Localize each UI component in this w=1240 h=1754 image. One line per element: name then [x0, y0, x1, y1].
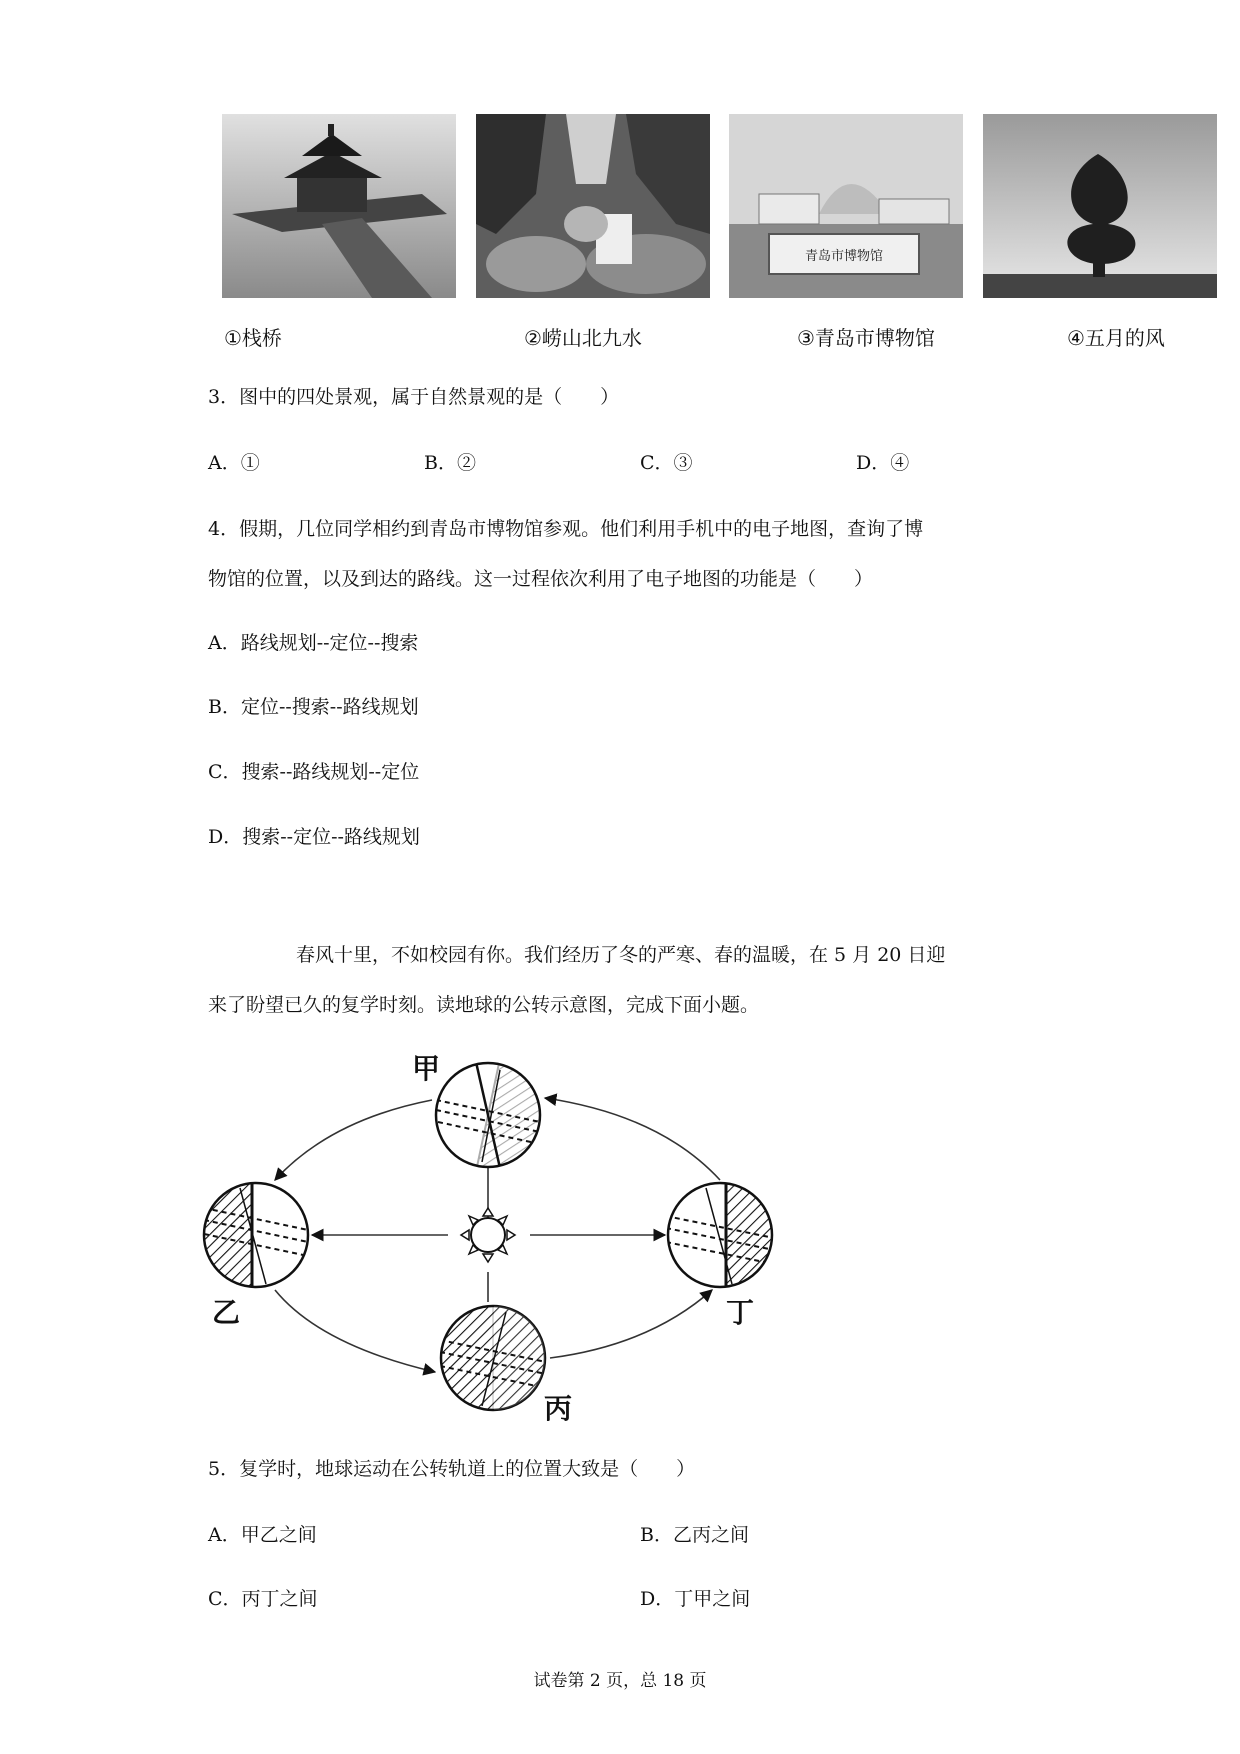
question-5-stem: 5．复学时，地球运动在公转轨道上的位置大致是（ ）: [208, 1458, 696, 1480]
q5-option-d: D．丁甲之间: [640, 1588, 751, 1610]
q4-option-b: B．定位--搜索--路线规划: [208, 696, 419, 718]
earth-yi: [200, 1180, 308, 1292]
q3-option-b: B．②: [424, 452, 476, 474]
q3-option-c: C．③: [640, 452, 693, 474]
earth-revolution-diagram: [200, 1040, 800, 1440]
sun-icon: [461, 1208, 515, 1262]
q3-option-d: D．④: [856, 452, 910, 474]
q5-option-a: A．甲乙之间: [208, 1524, 317, 1546]
photo-caption-1: ①栈桥: [224, 326, 282, 350]
photo-caption-3: ③青岛市博物馆: [797, 326, 935, 350]
question-3-stem: 3．图中的四处景观，属于自然景观的是（ ）: [208, 386, 620, 408]
label-ding: 丁: [726, 1296, 755, 1329]
q3-option-a: A．①: [208, 452, 260, 474]
page-footer: 试卷第 2 页，总 18 页: [533, 1671, 707, 1691]
photo-museum: [729, 114, 963, 298]
photo-caption-4: ④五月的风: [1067, 326, 1165, 350]
q4-option-d: D．搜索--定位--路线规划: [208, 826, 420, 848]
museum-sign-text: 青岛市博物馆: [804, 249, 884, 264]
question-4-stem-line1: 4．假期，几位同学相约到青岛市博物馆参观。他们利用手机中的电子地图，查询了博: [208, 518, 924, 540]
label-yi: 乙: [212, 1296, 241, 1329]
earth-jia: [436, 1061, 558, 1181]
earth-ding: [666, 1180, 778, 1292]
photo-laoshan: [476, 114, 710, 298]
label-bing: 丙: [544, 1392, 573, 1425]
label-jia: 甲: [412, 1052, 441, 1085]
q5-option-c: C．丙丁之间: [208, 1588, 318, 1610]
photo-zhanqiao: [222, 114, 456, 298]
photo-may-wind: [983, 114, 1217, 298]
q5-option-b: B．乙丙之间: [640, 1524, 749, 1546]
earth-bing: [440, 1304, 553, 1414]
passage-line2: 来了盼望已久的复学时刻。读地球的公转示意图，完成下面小题。: [208, 994, 760, 1016]
photo-caption-2: ②崂山北九水: [524, 326, 642, 350]
passage-line1: 春风十里，不如校园有你。我们经历了冬的严寒、春的温暖，在 5 月 20 日迎: [296, 944, 946, 966]
q4-option-c: C．搜索--路线规划--定位: [208, 761, 420, 783]
q4-option-a: A．路线规划--定位--搜索: [208, 632, 419, 654]
question-4-stem-line2: 物馆的位置，以及到达的路线。这一过程依次利用了电子地图的功能是（ ）: [208, 568, 874, 590]
